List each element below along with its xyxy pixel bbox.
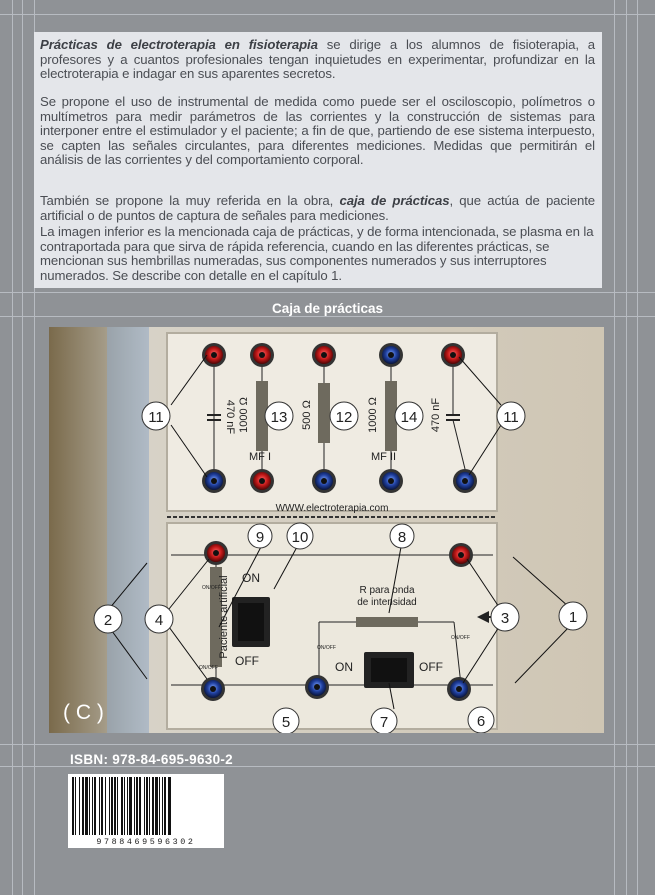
res-2-label: 500 Ω (301, 400, 313, 430)
barcode-bar (162, 777, 163, 835)
barcode (68, 774, 224, 848)
barcode-bar (127, 777, 128, 835)
callout-13 (265, 402, 293, 430)
svg-text:1: 1 (568, 609, 578, 626)
barcode-bar (146, 777, 148, 835)
barcode-digits: 9788469596302 (96, 837, 196, 847)
barcode-bar (79, 777, 80, 835)
intro-text-3a: También se propone la muy referida en la obra, (40, 193, 340, 208)
svg-text:4: 4 (154, 612, 164, 629)
barcode-bar (101, 777, 103, 835)
onoff-small-label-2: ON/OFF (317, 645, 336, 651)
barcode-bar (85, 777, 88, 835)
jack-blue (312, 469, 336, 493)
barcode-bar (114, 777, 116, 835)
intro-paragraph-4: La imagen inferior es la mencionada caja de prácticas, y de forma intencionada, se plasma en la contraportada para que sirva de rápida referencia, cuando en las diferentes prácticas, se mencionan sus hembrillas numeradas, sus componentes numerados y sus interruptores numerados. Se describe con detalle en el capítulo 1. (40, 224, 594, 283)
callout-1 (559, 602, 587, 630)
svg-text:9: 9 (255, 529, 265, 546)
intro-paragraph-3 (40, 194, 595, 223)
jack-red (250, 343, 274, 367)
mf1-label: MF I (249, 451, 271, 463)
svg-text:10: 10 (291, 529, 309, 546)
barcode-bar (109, 777, 110, 835)
barcode-bar (136, 777, 138, 835)
barcode-bar (168, 777, 171, 835)
barcode-bar (117, 777, 118, 835)
callout-8 (390, 524, 414, 548)
svg-text:7: 7 (379, 714, 389, 731)
jack-blue (201, 677, 225, 701)
callout-11-right (497, 402, 525, 430)
callout-5 (273, 708, 299, 733)
jack-blue (305, 675, 329, 699)
barcode-bar (105, 777, 106, 835)
jack-red (441, 343, 465, 367)
svg-text:8: 8 (397, 529, 407, 546)
callout-10 (287, 523, 313, 549)
onoff-small-label-4: ON/OFF (199, 665, 218, 671)
barcode-bar (149, 777, 150, 835)
callout-12 (330, 402, 358, 430)
caja-practicas-term: caja de prácticas (339, 193, 450, 208)
barcode-bar (72, 777, 74, 835)
intro-text-1: se dirige a los alumnos de fisioterapia, a profesores y a cuantos profesionales tengan inquietudes en experimentar, profundizar en la electroterapia e indagar en sus aparentes secretos. (40, 37, 595, 82)
box-title: Caja de prácticas (271, 301, 384, 316)
jack-blue (379, 469, 403, 493)
svg-text:2: 2 (103, 612, 113, 629)
copyright-mark: ( C ) (63, 701, 104, 724)
barcode-bar (139, 777, 141, 835)
barcode-bar (99, 777, 100, 835)
svg-text:11: 11 (503, 409, 519, 426)
res-1-label: 1000 Ω (238, 397, 250, 433)
svg-text:13: 13 (270, 409, 288, 426)
switch1-on-label: ON (242, 571, 260, 585)
barcode-bar (152, 777, 154, 835)
svg-text:3: 3 (500, 610, 510, 627)
svg-text:12: 12 (335, 409, 353, 426)
onoff-small-label-3: ON/OFF (202, 585, 221, 591)
callout-4 (145, 605, 173, 633)
r-onda-label-2: de intensidad (357, 597, 417, 608)
barcode-bar (75, 777, 76, 835)
callout-2 (94, 605, 122, 633)
mf2-label: MF II (371, 451, 397, 463)
intro-paragraph-2: Se propone el uso de instrumental de medida como puede ser el osciloscopio, polímetros o multímetros para medir parámetros de las corrientes y la construcción de sistemas para interponer entre el estimulador y el paciente; a fin de que, partiendo de ese sistema interpuesto, se capten las señales circulantes, para diferentes mediciones. Medidas que permitirán el análisis de las corrientes y del comportamiento corporal. (40, 94, 595, 168)
barcode-bar (144, 777, 145, 835)
barcode-bar (89, 777, 90, 835)
svg-text:14: 14 (400, 409, 418, 426)
switch2-off-label: OFF (419, 660, 443, 674)
isbn-label: ISBN: 978-84-695-9630-2 (70, 752, 233, 767)
jack-blue (447, 677, 471, 701)
jack-red (250, 469, 274, 493)
callout-11-left (142, 402, 170, 430)
jack-red (312, 343, 336, 367)
svg-text:6: 6 (476, 713, 486, 730)
intro-text-3b: , que actúa de paciente artificial o de puntos de captura de señales para mediciones. (40, 193, 595, 223)
cap-right-label: 470 nF (430, 397, 442, 433)
barcode-bar (129, 777, 132, 835)
book-title: Prácticas de electroterapia en fisioterapia (40, 37, 318, 52)
jack-blue (453, 469, 477, 493)
intro-paragraph-1 (40, 38, 595, 82)
callout-3 (491, 603, 519, 631)
barcode-bar (92, 777, 93, 835)
onoff-small-label: ON/OFF (451, 635, 470, 641)
jack-blue (379, 343, 403, 367)
cap-left-label: 470 nF (224, 399, 236, 435)
barcode-bar (134, 777, 135, 835)
res-3-label: 1000 Ω (367, 397, 379, 433)
switch2-on-label: ON (335, 660, 353, 674)
switch1-off-label: OFF (235, 654, 259, 668)
barcode-bar (121, 777, 123, 835)
svg-text:5: 5 (281, 714, 291, 731)
barcode-bar (124, 777, 125, 835)
callout-6 (468, 707, 494, 733)
practice-box-photo (49, 327, 604, 733)
barcode-bar (164, 777, 166, 835)
callout-14 (395, 402, 423, 430)
svg-text:11: 11 (148, 409, 164, 426)
barcode-bar (159, 777, 160, 835)
callout-9 (248, 524, 272, 548)
paciente-label: Paciente artificial (218, 575, 230, 659)
barcode-bar (155, 777, 158, 835)
r-onda-label-1: R para onda (359, 585, 415, 596)
callout-7 (371, 708, 397, 733)
jack-blue (202, 469, 226, 493)
jack-red (202, 343, 226, 367)
barcode-bar (82, 777, 84, 835)
barcode-bar (94, 777, 96, 835)
website-label: WWW.electroterapia.com (275, 503, 389, 514)
barcode-bar (111, 777, 113, 835)
